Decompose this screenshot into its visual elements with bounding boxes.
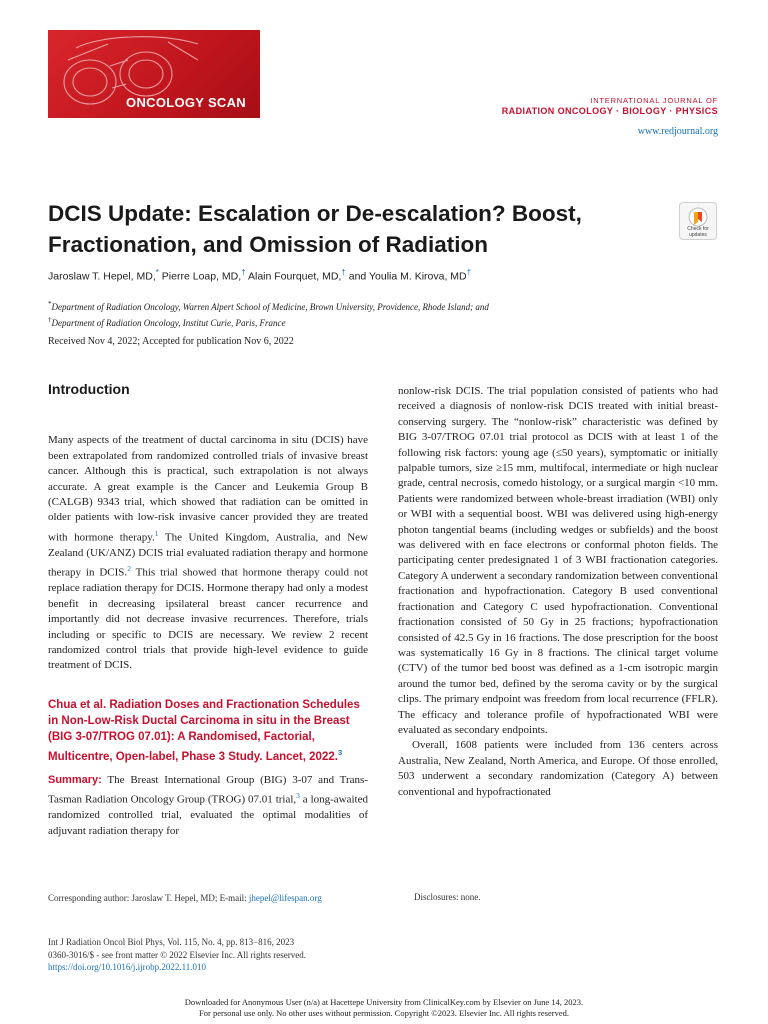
email-link[interactable]: jhepel@lifespan.org — [248, 893, 322, 903]
author-name: Jaroslaw T. Hepel, MD, — [48, 270, 156, 283]
trial-design-paragraph: nonlow-risk DCIS. The trial population consisted of patients who had received a diagnosis of nonlow-risk DCIS treated with initial breast-conserving surgery. The “nonlow-risk” characteristic was defined by BIG 3-07/TROG 07.01 trial protocol as DCIS with at least 1 of the following risk factors: young age (≤50 years), symptomatic or initially palpable tumors, size ≥15 mm, multifocal, intermediate or high nuclear grade, central necrosis, comedo histology, or a surgical margin <10 mm. Patients were randomized between whole-breast irradiation (WBI) only or WBI with a sequential boost. WBI was delivered using high-energy photon tangential beams (including wedges or subfields) and the boost was delivered with en face electrons or conformal photon fields. The participating center predesignated 1 of 3 WBI fractionation categories. Category A underwent a secondary randomization between conventional fractionation and hypofractionation. Category B used conventional fractionation and Category C used hypofractionation. Conventional fractionation consisted of 50 Gy in 25 fractions; hypofractionation consisted of 42.5 Gy in 16 fractions. The dose prescription for the boost was systematically 16 Gy in 8 fractions. The clinical target volume (CTV) of the tumor bed boost was defined as a 1-cm isotropic margin around the tumor bed, defined by the seroma cavity or by the surgical clips. The primary endpoint was freedom from local recurrence (FFLR). The efficacy and tolerance profile of hypofractionated WBI were evaluated as secondary endpoints. — [398, 385, 718, 736]
download-line-1: Downloaded for Anonymous User (n/a) at Hacettepe University from ClinicalKey.com by Elsevier on June 14, 2023. — [184, 997, 584, 1007]
affiliation-text: Department of Radiation Oncology, Warren Alpert School of Medicine, Brown University, Providence, Rhode Island; and — [51, 302, 489, 312]
reference-link[interactable]: 3 — [337, 747, 343, 757]
affiliation-line — [48, 298, 728, 314]
citation-block — [48, 936, 448, 974]
summary-text: a long-awaited randomized controlled trial, evaluated the optimal modalities of adjuvant radiation therapy for — [48, 793, 368, 837]
citation-copyright: 0360-3016/$ - see front matter © 2022 Elsevier Inc. All rights reserved. — [48, 949, 307, 960]
reference-link[interactable]: 1 — [154, 528, 159, 538]
intro-text: The United Kingdom, Australia, and New Zealand (UK/ANZ) DCIS trial evaluated radiation therapy and hormone therapy in DCIS. — [48, 531, 369, 579]
download-notice — [0, 997, 768, 1018]
journal-header — [502, 96, 718, 116]
doi-link[interactable]: https://doi.org/10.1016/j.ijrobp.2022.11.010 — [48, 962, 207, 972]
author-name: and Youlia M. Kirova, MD — [345, 270, 467, 283]
summary-text: The Breast International Group (BIG) 3-07 and Trans-Tasman Radiation Oncology Group (TROG) 07.01 trial, — [48, 773, 368, 806]
affiliation-mark[interactable]: † — [241, 268, 246, 277]
oncology-scan-banner — [48, 30, 260, 118]
banner-label: ONCOLOGY SCAN — [126, 95, 246, 110]
summary-label: Summary: — [48, 773, 102, 786]
trial-results-paragraph: Overall, 1608 patients were included from 136 centers across Australia, New Zealand, North America, and Europe. Of those enrolled, 503 underwent a secondary randomization (Category A) between conventional and hypofractionated — [398, 739, 718, 798]
right-column — [398, 384, 718, 800]
corresponding-text: Corresponding author: Jaroslaw T. Hepel, MD; E-mail: — [48, 893, 249, 903]
journal-subtitle: INTERNATIONAL JOURNAL OF — [590, 96, 718, 105]
intro-text: This trial showed that hormone therapy could not replace radiation therapy for DCIS. Hormone therapy had only a modest benefit in decreasing ipsilateral breast cancer recurrence and importantly did not decrease invasive recurrences. Therefore, trials including or specific to DCIS are necessary. We review 2 recent randomized control trials that provide high-level evidence to guide treatment of DCIS. — [48, 566, 368, 672]
affiliation-symbol: * — [48, 300, 52, 308]
check-for-updates-badge[interactable] — [679, 202, 717, 240]
affiliations — [48, 298, 728, 330]
intro-paragraph — [48, 433, 368, 673]
author-name: Pierre Loap, MD, — [158, 270, 242, 283]
section-heading-introduction: Introduction — [48, 381, 130, 397]
author-name: Alain Fourquet, MD, — [245, 270, 342, 283]
affiliation-mark[interactable]: † — [466, 268, 472, 277]
article-title: DCIS Update: Escalation or De-escalation? Boost, Fractionation, and Omission of Radiation — [48, 201, 582, 257]
affiliation-mark[interactable]: † — [341, 268, 346, 277]
corresponding-author-note — [48, 892, 368, 905]
affiliation-mark[interactable]: * — [155, 268, 159, 277]
check-updates-line2: updates — [689, 231, 707, 238]
reference-link[interactable]: 3 — [296, 791, 300, 801]
journal-url-link[interactable]: www.redjournal.org — [637, 126, 718, 137]
summary-paragraph — [48, 773, 368, 839]
received-dates: Received Nov 4, 2022; Accepted for publication Nov 6, 2022 — [48, 336, 294, 347]
affiliation-symbol: † — [48, 316, 52, 324]
study-title: Chua et al. Radiation Doses and Fractionation Schedules in Non-Low-Risk Ductal Carcinoma in situ in the Breast (BIG 3-07/TROG 07.01): A Randomised, Factorial, Multicentre, Open-label, Phase 3 Study. Lancet, 2022. — [48, 698, 360, 763]
author-list — [48, 268, 728, 283]
check-updates-icon — [688, 207, 708, 227]
check-updates-line1: Check for — [687, 226, 709, 232]
affiliation-text: Department of Radiation Oncology, Institut Curie, Paris, France — [51, 318, 286, 328]
left-column — [48, 382, 368, 839]
intro-text: Many aspects of the treatment of ductal carcinoma in situ (DCIS) have been extrapolated from randomized controlled trials of invasive breast cancer. Although this is practical, such extrapolation is not always accurate. A great example is the Cancer and Leukemia Group B (CALGB) 9343 trial, which showed that radiation can be omitted in older patients with low-risk invasive cancer provided they are treated with hormone therapy. — [48, 434, 368, 544]
citation-journal: Int J Radiation Oncol Biol Phys, Vol. 115, No. 4, pp. 813−816, 2023 — [48, 937, 295, 947]
study-heading — [48, 697, 368, 765]
reference-link[interactable]: 2 — [127, 564, 131, 574]
download-line-2: For personal use only. No other uses without permission. Copyright ©2023. Elsevier Inc. All rights reserved. — [199, 1007, 569, 1018]
affiliation-line — [48, 314, 728, 330]
disclosures-note: Disclosures: none. — [414, 892, 481, 902]
journal-name: RADIATION ONCOLOGY · BIOLOGY · PHYSICS — [501, 106, 718, 116]
